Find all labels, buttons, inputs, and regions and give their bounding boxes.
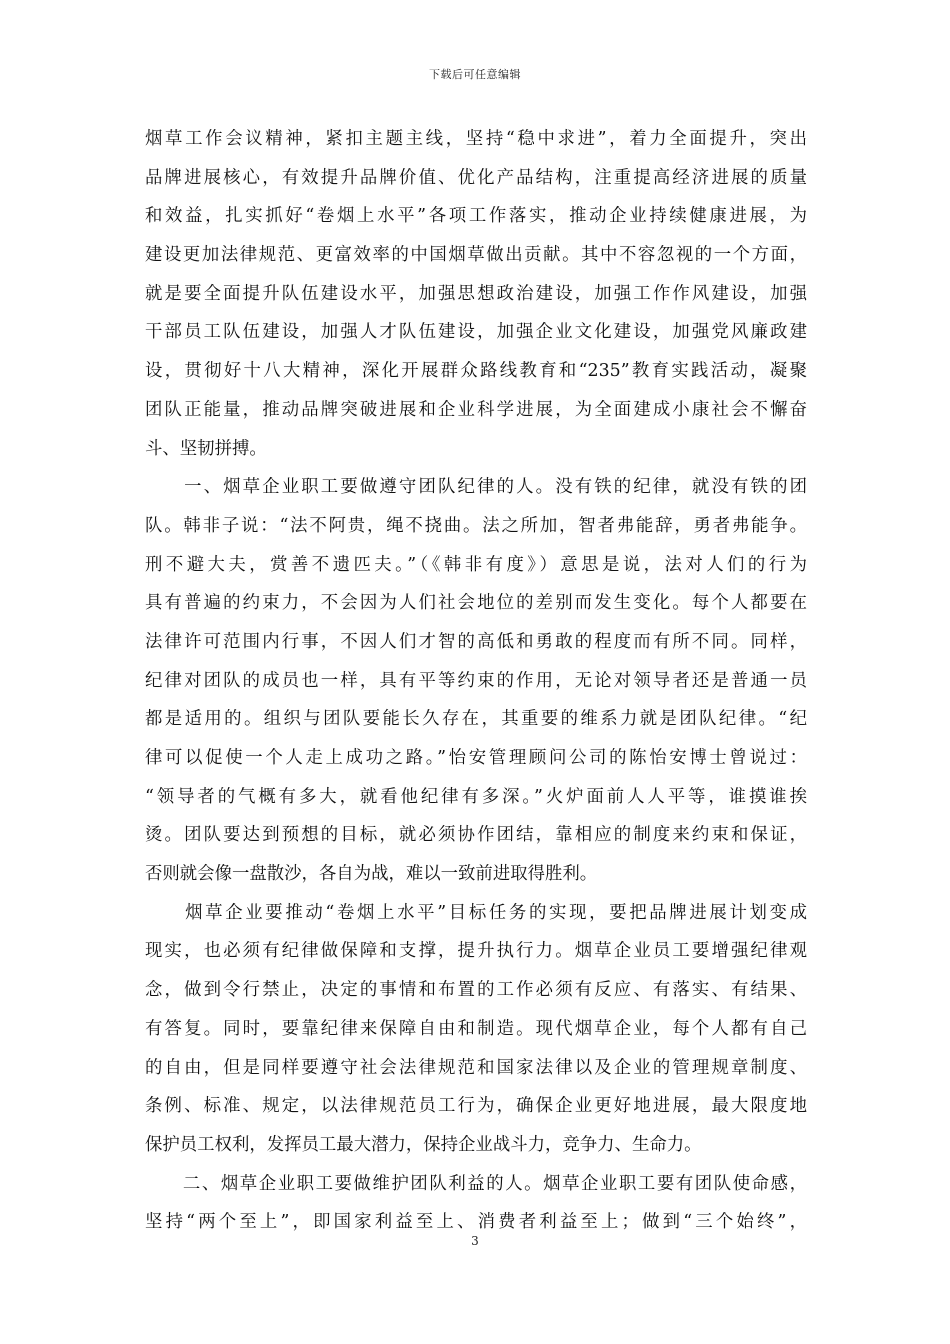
- text-line: 干部员工队伍建设，加强人才队伍建设，加强企业文化建设，加强党风廉政建: [145, 322, 807, 343]
- text-line: “领导者的气概有多大，就看他纪律有多深。”火炉面前人人平等，谁摸谁挨: [145, 786, 807, 807]
- text-line: 烟草企业要推动“卷烟上水平”目标任务的实现，要把品牌进展计划变成: [145, 902, 807, 923]
- text-line: 保护员工权利，发挥员工最大潜力，保持企业战斗力，竞争力、生命力。: [145, 1134, 702, 1155]
- text-line: 斗、坚韧拼搏。: [145, 438, 267, 459]
- text-line: 都是适用的。组织与团队要能长久存在，其重要的维系力就是团队纪律。“纪: [145, 709, 807, 730]
- text-line: 和效益，扎实抓好“卷烟上水平”各项工作落实，推动企业持续健康进展，为: [145, 206, 807, 227]
- text-line: 律可以促使一个人走上成功之路。”怡安管理顾问公司的陈怡安博士曾说过：: [145, 748, 807, 768]
- text-line: 条例、标准、规定，以法律规范员工行为，确保企业更好地进展，最大限度地: [145, 1096, 807, 1117]
- text-line: 团队正能量，推动品牌突破进展和企业科学进展，为全面建成小康社会不懈奋: [145, 399, 807, 420]
- document-body: [145, 120, 807, 1242]
- text-line: 纪律对团队的成员也一样，具有平等约束的作用，无论对领导者还是普通一员: [145, 670, 807, 691]
- text-line: 坚持“两个至上”，即国家利益至上、消费者利益至上；做到“三个始终”，: [145, 1212, 807, 1233]
- text-line: 烫。团队要达到预想的目标，就必须协作团结，靠相应的制度来约束和保证，: [145, 825, 807, 846]
- text-line: 现实，也必须有纪律做保障和支撑，提升执行力。烟草企业员工要增强纪律观: [145, 941, 807, 962]
- text-line: 建设更加法律规范、更富效率的中国烟草做出贡献。其中不容忽视的一个方面，: [145, 245, 807, 266]
- text-line: 队。韩非子说：“法不阿贵，绳不挠曲。法之所加，智者弗能辞，勇者弗能争。: [145, 515, 807, 536]
- text-line: 念，做到令行禁止，决定的事情和布置的工作必须有反应、有落实、有结果、: [145, 980, 807, 1001]
- page-header: 下载后可任意编辑: [429, 68, 521, 81]
- text-line: 否则就会像一盘散沙，各自为战，难以一致前进取得胜利。: [145, 864, 598, 885]
- text-line: 具有普遍的约束力，不会因为人们社会地位的差别而发生变化。每个人都要在: [145, 593, 807, 614]
- text-line: 刑不避大夫，赏善不遗匹夫。”（《韩非有度》）意思是说，法对人们的行为: [145, 554, 807, 575]
- text-line: 一、烟草企业职工要做遵守团队纪律的人。没有铁的纪律，就没有铁的团: [145, 477, 807, 498]
- text-line: 就是要全面提升队伍建设水平，加强思想政治建设，加强工作作风建设，加强: [145, 283, 807, 304]
- page-number: 3: [471, 1234, 479, 1248]
- text-line: 二、烟草企业职工要做维护团队利益的人。烟草企业职工要有团队使命感，: [145, 1173, 807, 1194]
- text-line: 法律许可范围内行事，不因人们才智的高低和勇敢的程度而有所不同。同样，: [145, 631, 807, 652]
- text-line: 设，贯彻好十八大精神，深化开展群众路线教育和“235”教育实践活动，凝聚: [145, 361, 807, 382]
- text-line: 品牌进展核心，有效提升品牌价值、优化产品结构，注重提高经济进展的质量: [145, 167, 807, 188]
- text-line: 的自由，但是同样要遵守社会法律规范和国家法律以及企业的管理规章制度、: [145, 1057, 807, 1078]
- text-line: 烟草工作会议精神，紧扣主题主线，坚持“稳中求进”，着力全面提升，突出: [145, 129, 807, 149]
- text-line: 有答复。同时，要靠纪律来保障自由和制造。现代烟草企业，每个人都有自己: [145, 1018, 807, 1039]
